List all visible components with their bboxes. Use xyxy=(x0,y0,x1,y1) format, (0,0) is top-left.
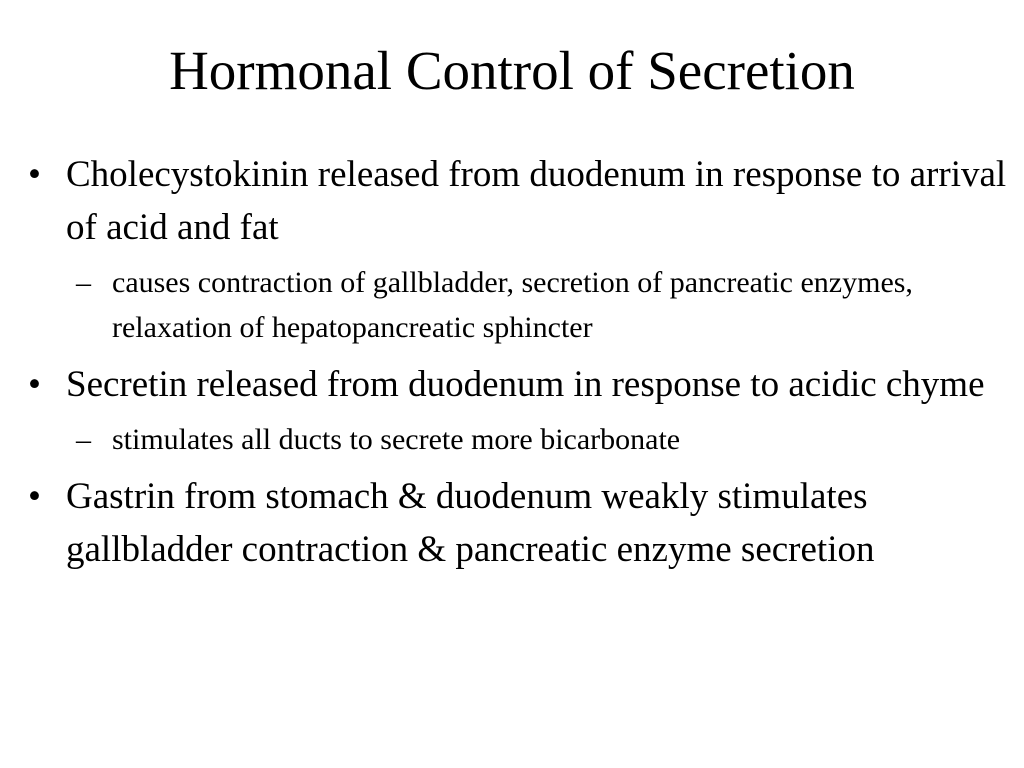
bullet-text: Secretin released from duodenum in response to acidic chyme xyxy=(66,364,985,405)
sub-bullet-item-secretin-effects xyxy=(28,417,1018,462)
bullet-list xyxy=(28,148,1018,576)
sub-bullet-text: causes contraction of gallbladder, secretion of pancreatic enzymes, relaxation of hepatopancreatic sphincter xyxy=(112,266,913,344)
bullet-item-cholecystokinin xyxy=(28,148,1018,254)
bullet-item-secretin xyxy=(28,358,1018,411)
bullet-item-gastrin xyxy=(28,470,1018,576)
sub-bullet-text: stimulates all ducts to secrete more bicarbonate xyxy=(112,423,681,456)
sub-bullet-item-cholecystokinin-effects xyxy=(28,260,1018,350)
sub-bullet-marker: – xyxy=(76,266,91,299)
sub-bullet-marker: – xyxy=(76,423,91,456)
bullet-text: Gastrin from stomach & duodenum weakly stimulates gallbladder contraction & pancreatic enzyme secretion xyxy=(66,476,875,570)
bullet-text: Cholecystokinin released from duodenum in response to arrival of acid and fat xyxy=(66,154,1007,248)
slide-title: Hormonal Control of Secretion xyxy=(169,40,855,101)
bullet-marker: • xyxy=(28,364,41,405)
bullet-marker: • xyxy=(28,154,41,195)
bullet-marker: • xyxy=(28,476,41,517)
